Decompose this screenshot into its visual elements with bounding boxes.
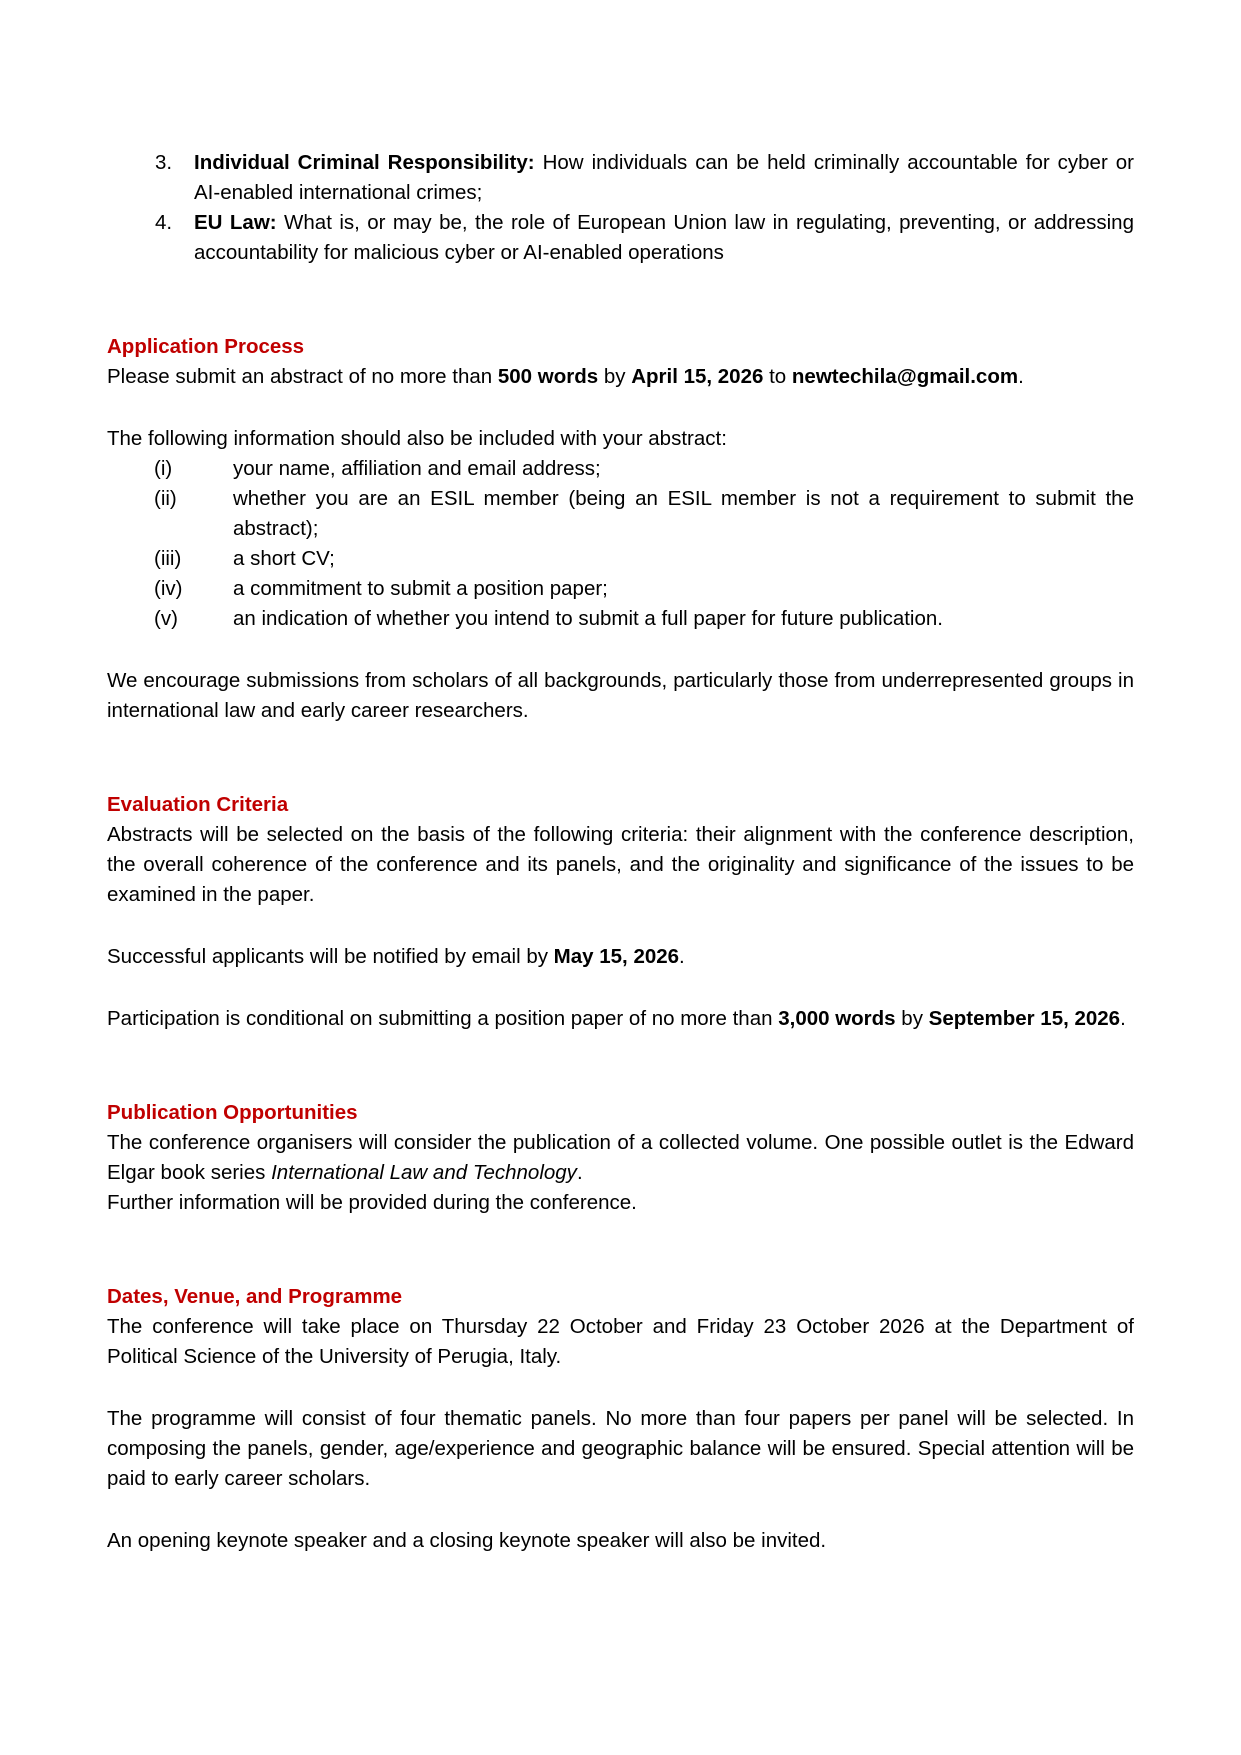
section-heading-publication-opportunities: Publication Opportunities	[107, 1101, 358, 1124]
numbered-item-3	[107, 148, 1134, 208]
paragraph-keynote-speakers: An opening keynote speaker and a closing keynote speaker will also be invited.	[107, 1529, 827, 1552]
roman-item-i-text: your name, affiliation and email address;	[233, 457, 601, 480]
roman-item-iv-marker: (iv)	[154, 577, 183, 600]
roman-item-v	[107, 604, 1134, 634]
paragraph-notified-by-email: Successful applicants will be notified by email by May 15, 2026.	[107, 945, 685, 968]
paragraph-spacer	[107, 1494, 1134, 1526]
paragraph-spacer	[107, 910, 1134, 942]
paragraph-spacer	[107, 1372, 1134, 1404]
section-spacer	[107, 726, 1134, 790]
numbered-item-4-text: EU Law: What is, or may be, the role of European Union law in regulating, preventing, or addressing accountability for malicious cyber or AI-enabled operations	[194, 211, 1134, 264]
numbered-item-4-marker: 4.	[155, 211, 173, 234]
section-spacer	[107, 1218, 1134, 1282]
paragraph-further-information: Further information will be provided during the conference.	[107, 1191, 637, 1214]
roman-item-iii	[107, 544, 1134, 574]
roman-item-ii-text: whether you are an ESIL member (being an ESIL member is not a requirement to submit the abstract);	[233, 487, 1134, 540]
roman-item-iv	[107, 574, 1134, 604]
paragraph-programme-panels: The programme will consist of four thematic panels. No more than four papers per panel will be selected. In composing the panels, gender, age/experience and geographic balance will be ensured. Special attention will be paid to early career scholars.	[107, 1407, 1134, 1490]
section-spacer	[107, 1034, 1134, 1098]
paragraph-participation-conditional: Participation is conditional on submitting a position paper of no more than 3,000 words by September 15, 2026.	[107, 1007, 1126, 1030]
section-spacer	[107, 268, 1134, 332]
paragraph-collected-volume: The conference organisers will consider the publication of a collected volume. One possible outlet is the Edward Elgar book series International Law and Technology.	[107, 1131, 1134, 1184]
paragraph-spacer	[107, 392, 1134, 424]
paragraph-selection-criteria: Abstracts will be selected on the basis of the following criteria: their alignment with the conference description, the overall coherence of the conference and its panels, and the originality and significance of the issues to be examined in the paper.	[107, 823, 1134, 906]
section-heading-evaluation-criteria: Evaluation Criteria	[107, 793, 289, 816]
paragraph-conference-dates: The conference will take place on Thursday 22 October and Friday 23 October 2026 at the Department of Political Science of the University of Perugia, Italy.	[107, 1315, 1134, 1368]
paragraph-encourage-submissions: We encourage submissions from scholars of all backgrounds, particularly those from underrepresented groups in international law and early career researchers.	[107, 669, 1134, 722]
paragraph-spacer	[107, 634, 1134, 666]
roman-item-iv-text: a commitment to submit a position paper;	[233, 577, 608, 600]
roman-item-i-marker: (i)	[154, 457, 173, 480]
paragraph-following-information: The following information should also be included with your abstract:	[107, 427, 727, 450]
roman-item-iii-text: a short CV;	[233, 547, 335, 570]
paragraph-spacer	[107, 972, 1134, 1004]
roman-item-i	[107, 454, 1134, 484]
roman-item-v-text: an indication of whether you intend to submit a full paper for future publication.	[233, 607, 943, 630]
roman-item-ii	[107, 484, 1134, 544]
roman-item-iii-marker: (iii)	[154, 547, 182, 570]
roman-item-ii-marker: (ii)	[154, 487, 177, 510]
paragraph-submit-abstract: Please submit an abstract of no more than 500 words by April 15, 2026 to newtechila@gmail.com.	[107, 365, 1024, 388]
numbered-item-3-text: Individual Criminal Responsibility: How individuals can be held criminally accountable for cyber or AI-enabled international crimes;	[194, 151, 1134, 204]
numbered-item-4	[107, 208, 1134, 268]
section-heading-dates-venue-programme: Dates, Venue, and Programme	[107, 1285, 403, 1308]
numbered-item-3-marker: 3.	[155, 151, 173, 174]
roman-item-v-marker: (v)	[154, 607, 178, 630]
section-heading-application-process: Application Process	[107, 335, 305, 358]
